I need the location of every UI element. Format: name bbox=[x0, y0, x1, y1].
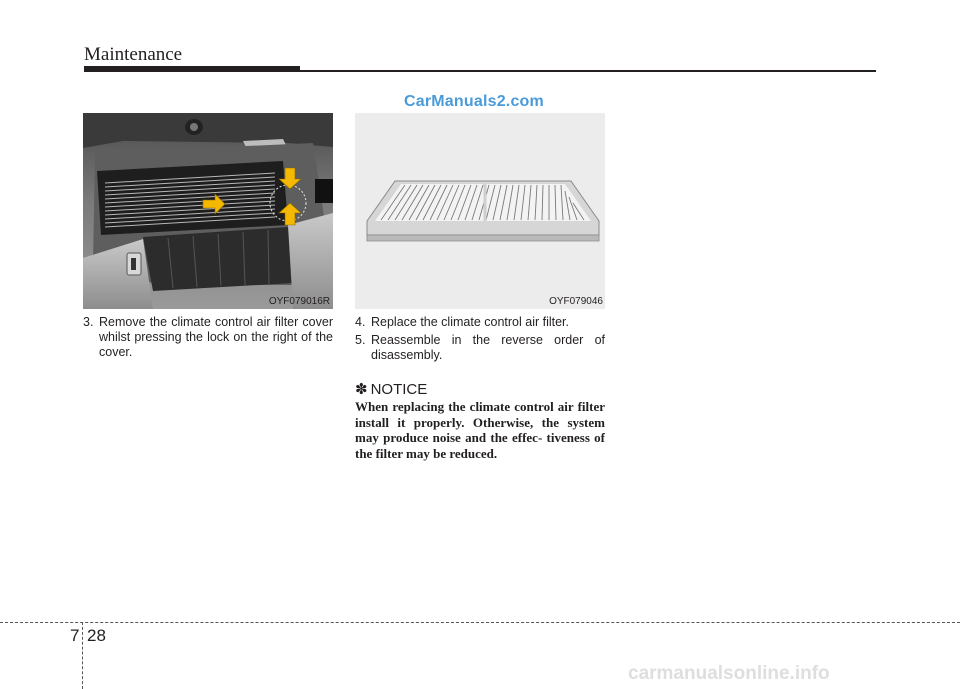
section-title: Maintenance bbox=[84, 44, 183, 65]
step-3 bbox=[83, 315, 333, 360]
chapter-number: 7 bbox=[70, 626, 80, 645]
notice-heading bbox=[355, 380, 427, 398]
header-rule-thick bbox=[84, 66, 300, 72]
filter-cover-illustration bbox=[83, 113, 333, 309]
step-number: 4. bbox=[355, 315, 366, 329]
step-text: Reassemble in the reverse order of disassembly. bbox=[371, 333, 605, 362]
figure-caption: OYF079016R bbox=[268, 296, 330, 307]
step-5 bbox=[355, 333, 605, 363]
watermark-bottom: carmanualsonline.info bbox=[628, 663, 830, 684]
notice-title: NOTICE bbox=[370, 380, 428, 398]
figure-caption: OYF079046 bbox=[549, 296, 603, 307]
notice-star-icon: ✽ bbox=[355, 381, 368, 398]
air-filter-illustration bbox=[355, 113, 605, 309]
footer-divider bbox=[82, 622, 83, 689]
step-text: Remove the climate control air filter cover whilst pressing the lock on the right of the cover. bbox=[99, 315, 333, 359]
step-4 bbox=[355, 315, 605, 330]
step-text: Replace the climate control air filter. bbox=[371, 315, 570, 329]
header-rule-thin bbox=[300, 70, 876, 72]
page-number: 28 bbox=[87, 626, 106, 645]
notice-body: When replacing the climate control air filter install it properly. Otherwise, the system may produce noise and the effec- tiveness of the filter may be reduced. bbox=[355, 399, 605, 461]
step-number: 3. bbox=[83, 315, 94, 329]
footer-rule bbox=[0, 622, 960, 623]
step-number: 5. bbox=[355, 333, 366, 347]
watermark-top: CarManuals2.com bbox=[404, 93, 544, 110]
